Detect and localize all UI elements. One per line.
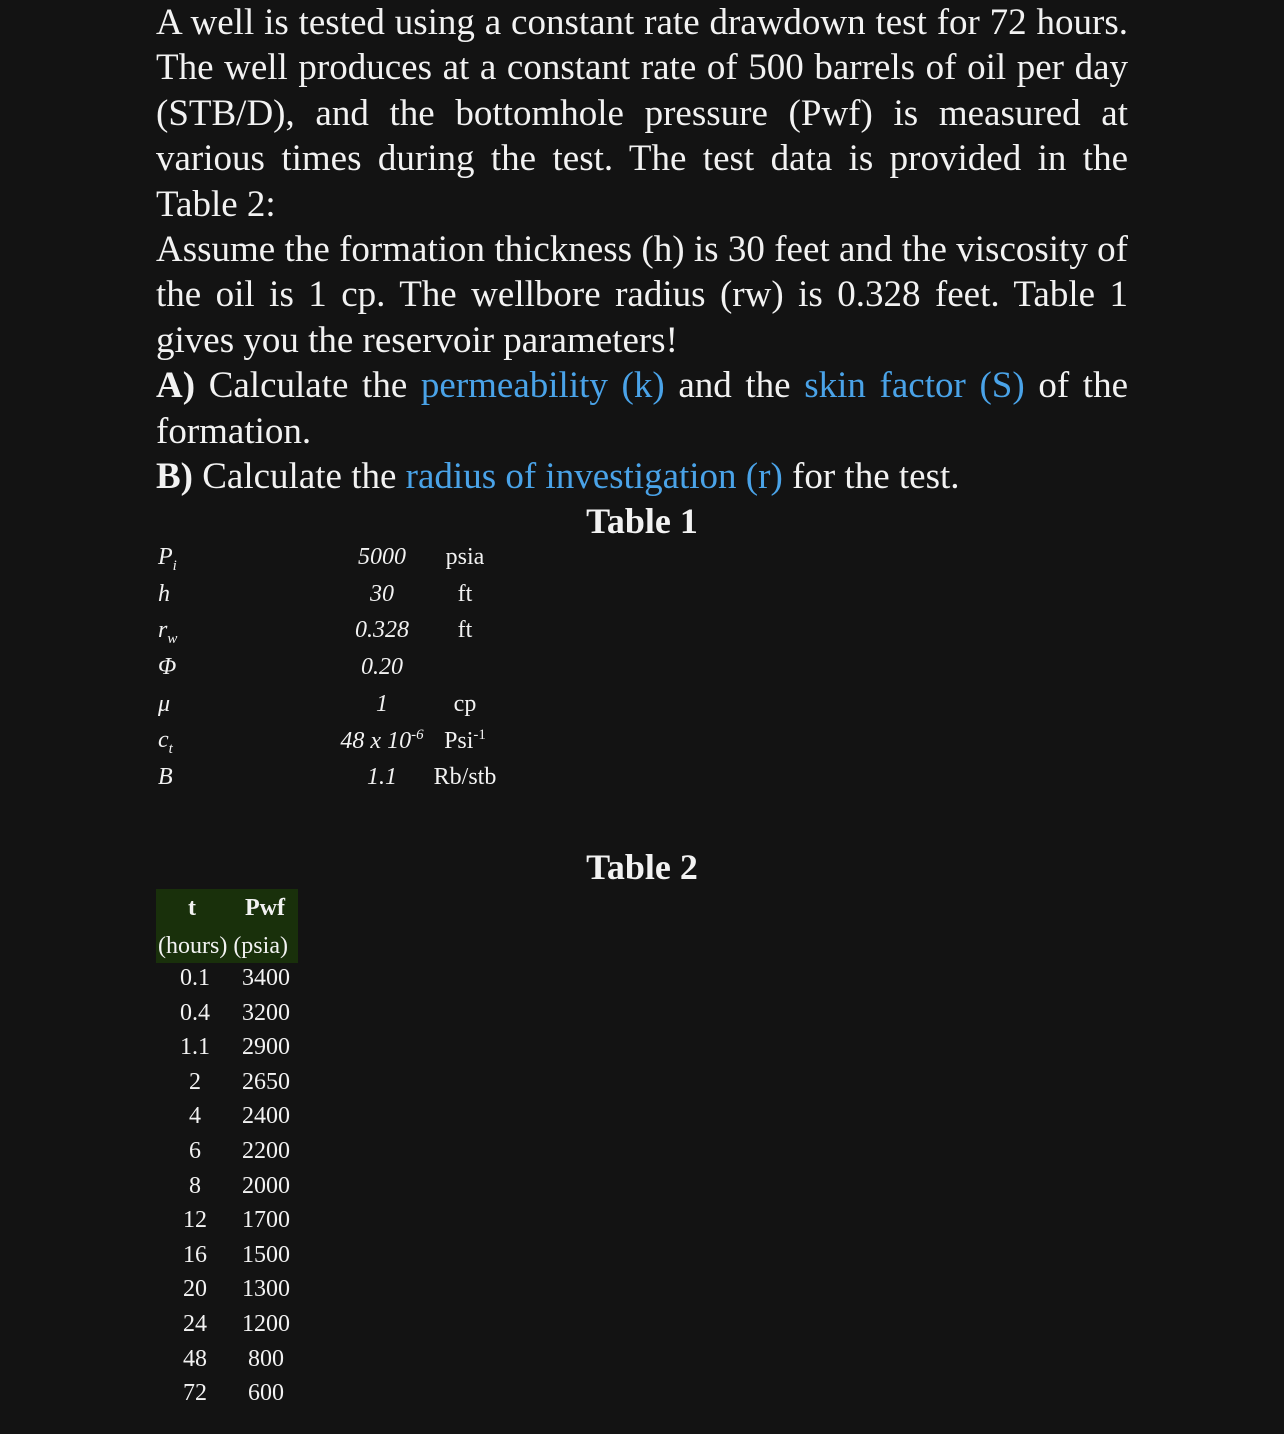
time-cell: 48	[183, 1345, 207, 1372]
param-unit: ft	[457, 617, 473, 644]
question-b-text-2: for the test.	[782, 456, 960, 498]
param-value: 1	[376, 690, 388, 717]
question-a-text-1: Calculate the	[195, 365, 421, 407]
param-value: 0.20	[361, 654, 403, 681]
param-value: 30	[370, 580, 394, 607]
table-row	[156, 1309, 298, 1344]
param-symbol: $P_i$	[158, 544, 177, 574]
question-a-label: A)	[156, 365, 196, 407]
time-cell: 0.1	[180, 965, 210, 991]
highlight-permeability: permeability (k)	[420, 365, 665, 407]
time-cell: 72	[183, 1380, 207, 1407]
pressure-cell: 3400	[242, 965, 290, 991]
time-cell: 20	[183, 1276, 207, 1303]
param-symbol: μ	[158, 690, 171, 717]
param-symbol: $c_t$	[158, 727, 173, 758]
pressure-cell: 2650	[242, 1068, 290, 1095]
time-cell: 12	[183, 1207, 207, 1234]
param-value: 0.328	[355, 617, 409, 644]
table-row	[156, 1171, 298, 1206]
table2-caption: Table 2	[586, 847, 698, 887]
param-unit: ft	[457, 580, 473, 607]
table-row	[156, 1344, 298, 1379]
table-row	[156, 1378, 298, 1413]
time-cell: 24	[183, 1310, 207, 1337]
intro-paragraph: A well is tested using a constant rate drawdown test for 72 hours. The well produces at a constant rate of 500 barrels of oil per day (STB/D), and the bottomhole pressure (Pwf) is measured at various times during the test. The test data is provided in the Table 2:	[156, 2, 1128, 225]
pressure-cell: 600	[248, 1380, 284, 1407]
table-row	[156, 1067, 298, 1102]
assumption-paragraph: Assume the formation thickness (h) is 30 feet and the viscosity of the oil is 1 cp. The wellbore radius (rw) is 0.328 feet. Table 1 gives you the reservoir parameters!	[156, 229, 1128, 361]
param-value: 1.1	[367, 764, 397, 791]
param-value: 48 x $10^{-6}$	[340, 727, 424, 755]
param-symbol: B	[158, 764, 173, 791]
highlight-radius-of-investigation: radius of investigation (r)	[405, 456, 783, 498]
param-value: 5000	[358, 544, 406, 570]
table1-caption: Table 1	[586, 501, 698, 541]
param-symbol: Φ	[158, 654, 177, 681]
table-row	[156, 1136, 298, 1171]
time-cell: 6	[189, 1137, 201, 1164]
question-a-text-2: and the	[664, 365, 805, 407]
param-unit: Rb/stb	[433, 764, 497, 791]
time-cell: 4	[189, 1103, 201, 1130]
header-units: (hours) (psia)	[158, 933, 288, 959]
pressure-cell: 2000	[242, 1172, 290, 1199]
time-cell: 0.4	[180, 999, 210, 1026]
time-cell: 8	[189, 1172, 201, 1199]
question-a-text-3: of the formation.	[156, 365, 1128, 452]
question-a	[156, 363, 1128, 454]
param-symbol: h	[158, 580, 170, 607]
pressure-cell: 2200	[242, 1137, 290, 1164]
time-cell: 16	[183, 1241, 207, 1268]
table-row	[156, 1240, 298, 1275]
table-row	[156, 963, 298, 998]
problem-statement	[156, 0, 1128, 499]
table-row	[156, 1032, 298, 1067]
param-unit: Psi$^{-1}$	[444, 727, 486, 755]
question-b	[156, 454, 1128, 499]
pressure-cell: 1700	[242, 1207, 290, 1234]
question-b-text-1: Calculate the	[193, 456, 406, 498]
param-unit: psia	[445, 544, 485, 570]
pressure-cell: 800	[248, 1345, 284, 1372]
pressure-cell: 2900	[242, 1034, 290, 1061]
time-cell: 1.1	[180, 1034, 210, 1061]
table-row	[156, 1101, 298, 1136]
table-row	[156, 1274, 298, 1309]
table-row	[156, 1205, 298, 1240]
pressure-cell: 1200	[242, 1310, 290, 1337]
table-row	[156, 998, 298, 1033]
time-cell: 2	[189, 1068, 201, 1095]
drawdown-data-table	[156, 889, 298, 1413]
pressure-cell: 3200	[242, 999, 290, 1026]
pressure-cell: 1300	[242, 1276, 290, 1303]
header-time: t	[188, 895, 196, 921]
highlight-skin-factor: skin factor (S)	[804, 365, 1025, 407]
pressure-cell: 2400	[242, 1103, 290, 1130]
question-b-label: B)	[156, 456, 193, 498]
pressure-cell: 1500	[242, 1241, 290, 1268]
param-symbol: $r_w$	[158, 617, 178, 648]
header-pwf: Pwf	[245, 895, 285, 921]
param-unit: cp	[453, 690, 477, 717]
table-header	[156, 889, 298, 963]
